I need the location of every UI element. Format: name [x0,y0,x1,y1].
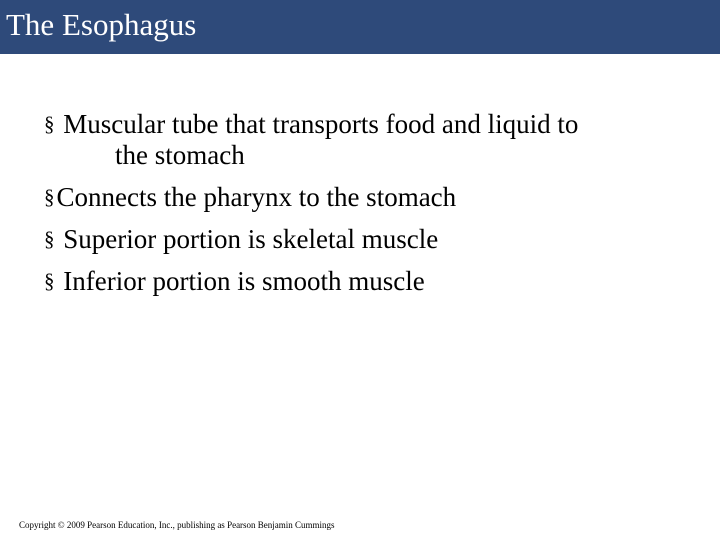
slide-title: The Esophagus [6,7,197,42]
bullet-item-4 [44,266,704,297]
bullet-text: Inferior portion is smooth muscle [63,266,425,296]
bullet-text: Muscular tube that transports food and liquid to [63,109,579,139]
bullet-line [44,109,704,140]
bullet-marker-icon: § [44,185,55,209]
bullet-marker-icon: § [44,269,55,293]
title-bar [0,0,720,54]
bullet-text: Superior portion is skeletal muscle [63,224,439,254]
bullet-marker-icon: § [44,112,55,136]
bullet-line [44,182,704,213]
bullet-continuation: the stomach [115,140,245,170]
bullet-item-1 [44,109,704,171]
bullet-item-3 [44,224,704,255]
bullet-line [44,266,704,297]
copyright-footer: Copyright © 2009 Pearson Education, Inc., publishing as Pearson Benjamin Cummings [19,520,335,530]
bullet-text: Connects the pharynx to the stomach [56,182,457,212]
bullet-line [44,224,704,255]
bullet-marker-icon: § [44,227,55,251]
bullet-list [44,109,704,308]
bullet-item-2 [44,182,704,213]
